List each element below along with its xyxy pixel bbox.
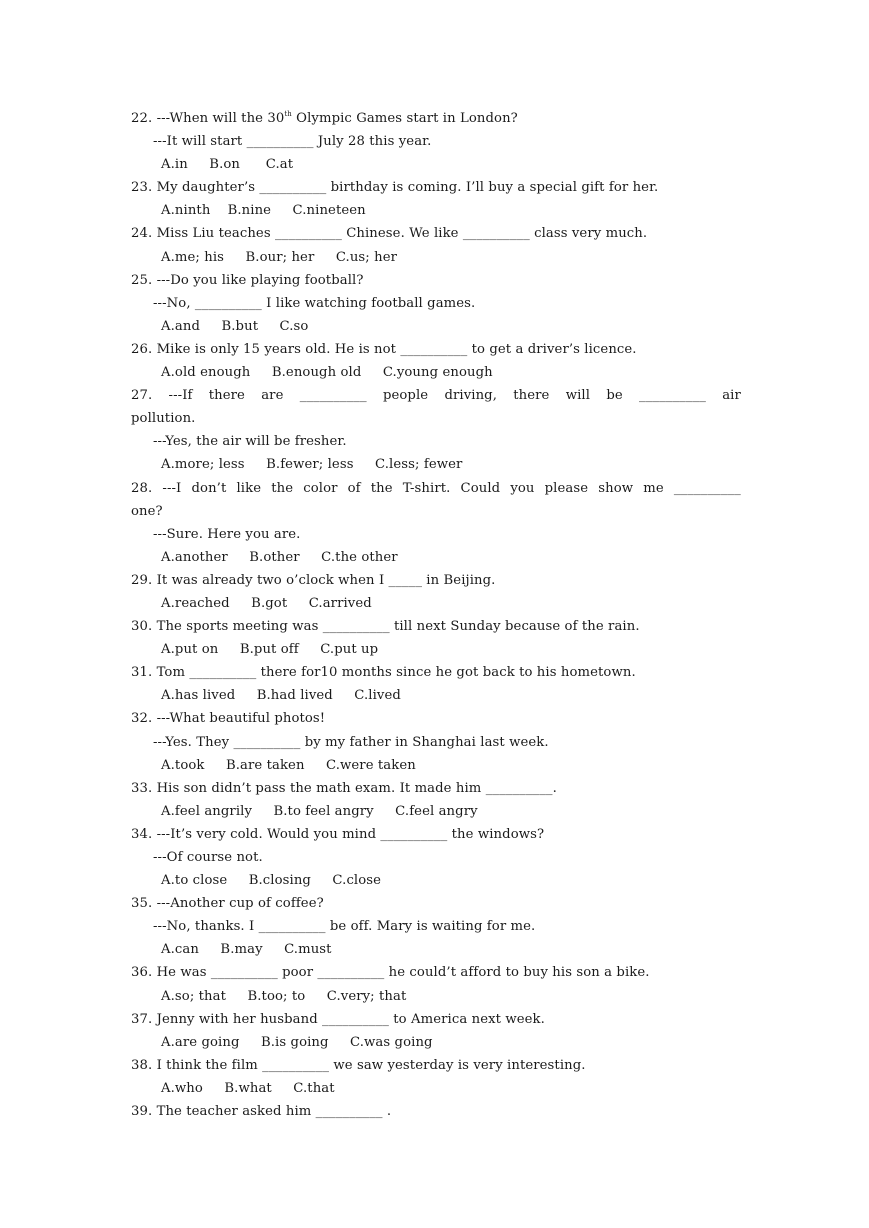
options-line: A.me; his B.our; her C.us; her — [161, 249, 398, 265]
question-word: Could — [460, 480, 501, 496]
options-line: A.another B.other C.the other — [161, 549, 398, 565]
question-39: 39. The teacher asked him __________ . — [131, 1104, 392, 1120]
answer-line: ---Yes, the air will be fresher. — [153, 434, 347, 450]
question-25: 25. ---Do you like playing football? — [131, 272, 364, 288]
question-27-continued: pollution. — [131, 411, 196, 427]
question-word: show — [598, 480, 634, 496]
answer-line: ---No, thanks. I __________ be off. Mary is waiting for me. — [153, 919, 536, 935]
question-word: color — [303, 480, 338, 496]
options-line: A.more; less B.fewer; less C.less; fewer — [161, 457, 463, 473]
question-word: 27. — [131, 388, 153, 404]
options-line: A.old enough B.enough old C.young enough — [161, 365, 493, 381]
question-word: 28. — [131, 480, 153, 496]
question-word: the — [271, 480, 294, 496]
question-word: there — [513, 388, 550, 404]
options-line: A.feel angrily B.to feel angry C.feel angry — [161, 803, 478, 819]
options-line: A.took B.are taken C.were taken — [161, 757, 416, 773]
answer-line: ---Of course not. — [153, 850, 263, 865]
options-line: A.can B.may C.must — [161, 942, 332, 958]
question-word: like — [236, 480, 262, 496]
question-22-stem-end: Olympic Games start in London? — [291, 111, 518, 126]
question-26: 26. Mike is only 15 years old. He is not __________ to get a driver’s licence. — [131, 341, 637, 357]
question-28 — [131, 477, 741, 500]
question-word: me — [643, 480, 664, 496]
question-word: driving, — [444, 388, 497, 404]
question-word: are — [261, 388, 284, 404]
question-35: 35. ---Another cup of coffee? — [131, 896, 324, 912]
question-22 — [131, 107, 741, 130]
options-line: A.ninth B.nine C.nineteen — [161, 203, 366, 219]
options-line: A.who B.what C.that — [161, 1080, 335, 1096]
question-32: 32. ---What beautiful photos! — [131, 711, 326, 727]
question-23: 23. My daughter’s __________ birthday is coming. I’ll buy a special gift for her. — [131, 180, 659, 196]
options-line: A.reached B.got C.arrived — [161, 595, 372, 611]
options-line: A.to close B.closing C.close — [161, 873, 382, 889]
question-word: of — [347, 480, 361, 496]
answer-line: ---Sure. Here you are. — [153, 526, 301, 542]
options-line: A.in B.on C.at — [161, 157, 294, 173]
question-24: 24. Miss Liu teaches __________ Chinese. We like __________ class very much. — [131, 226, 648, 242]
question-word: be — [606, 388, 623, 404]
question-word: __________ — [299, 388, 367, 404]
options-line: A.and B.but C.so — [161, 318, 309, 334]
question-word: ---If — [168, 388, 193, 404]
question-31: 31. Tom __________ there for10 months since he got back to his hometown. — [131, 665, 636, 681]
question-word: don’t — [191, 480, 227, 496]
question-33: 33. His son didn’t pass the math exam. It made him __________. — [131, 780, 557, 796]
question-word: ---I — [162, 480, 182, 496]
question-word: will — [565, 388, 591, 404]
question-word: there — [208, 388, 245, 404]
question-word: air — [722, 388, 741, 404]
answer-line: ---No, __________ I like watching football games. — [153, 295, 476, 311]
question-30: 30. The sports meeting was __________ till next Sunday because of the rain. — [131, 619, 640, 635]
question-34: 34. ---It’s very cold. Would you mind __________ the windows? — [131, 826, 545, 842]
question-word: please — [544, 480, 589, 496]
question-36: 36. He was __________ poor __________ he could’t afford to buy his son a bike. — [131, 965, 650, 981]
question-38: 38. I think the film __________ we saw yesterday is very interesting. — [131, 1057, 586, 1073]
answer-line: ---Yes. They __________ by my father in Shanghai last week. — [153, 734, 549, 750]
question-27 — [131, 384, 741, 407]
question-word: __________ — [639, 388, 706, 404]
question-37: 37. Jenny with her husband __________ to America next week. — [131, 1011, 545, 1027]
question-word: the — [370, 480, 393, 496]
options-line: A.has lived B.had lived C.lived — [161, 688, 401, 704]
options-line: A.so; that B.too; to C.very; that — [161, 988, 407, 1004]
options-line: A.are going B.is going C.was going — [161, 1034, 433, 1050]
question-word: people — [382, 388, 429, 404]
exam-page — [131, 107, 741, 1123]
question-29: 29. It was already two o’clock when I _____ in Beijing. — [131, 572, 496, 588]
question-28-continued: one? — [131, 503, 163, 519]
answer-line: ---It will start __________ July 28 this year. — [153, 134, 432, 150]
question-word: __________ — [673, 480, 741, 496]
question-word: T-shirt. — [402, 480, 451, 496]
question-22-stem: 22. ---When will the 30 — [131, 111, 285, 126]
question-word: you — [510, 480, 535, 496]
superscript-th: th — [284, 110, 292, 118]
options-line: A.put on B.put off C.put up — [161, 642, 379, 658]
